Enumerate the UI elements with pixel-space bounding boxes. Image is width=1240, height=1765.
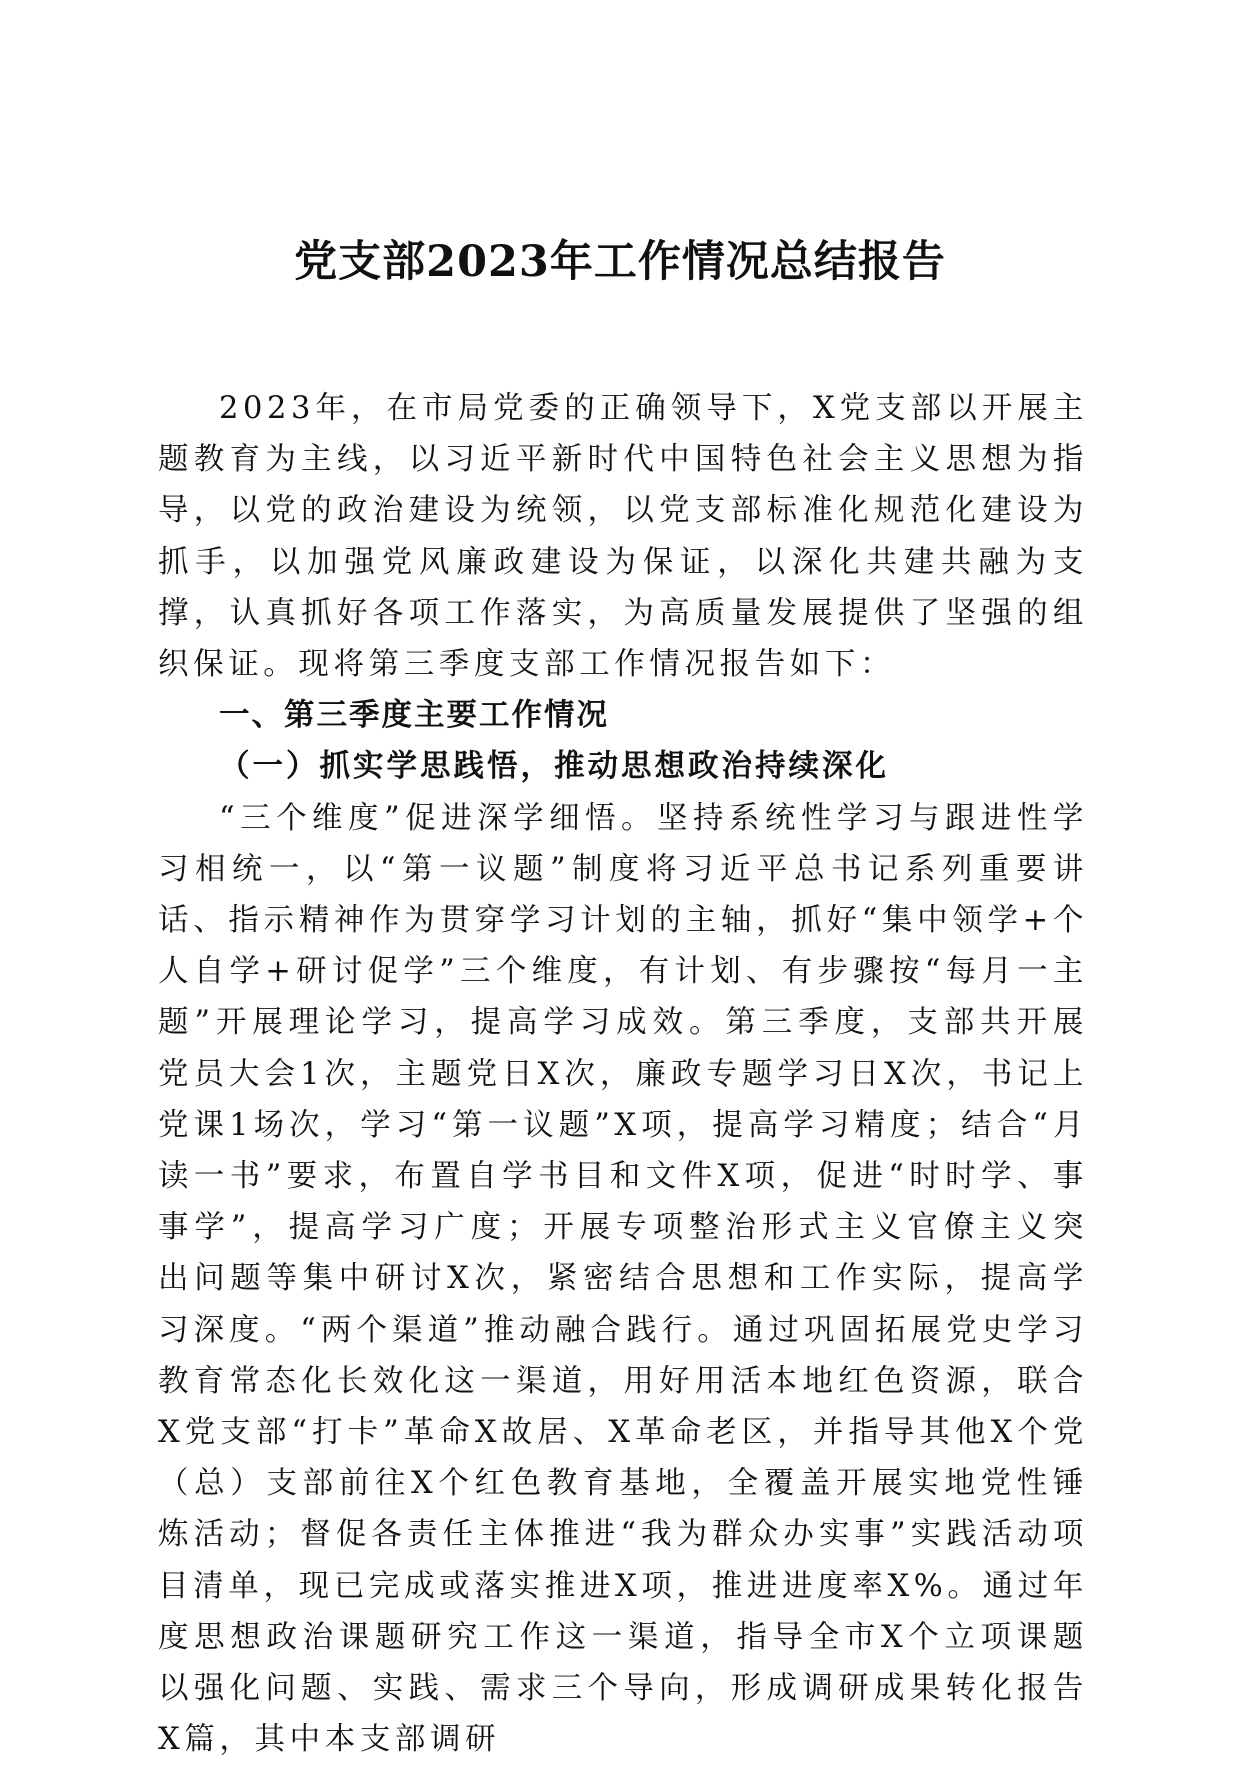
- document-title: 党支部2023年工作情况总结报告: [294, 237, 946, 287]
- document-body: [158, 383, 1088, 1765]
- intro-paragraph: 2023年，在市局党委的正确领导下，X党支部以开展主题教育为主线，以习近平新时代中国特色社会主义思想为指导，以党的政治建设为统领，以党支部标准化规范化建设为抓手，以加强党风廉政建设为保证，以深化共建共融为支撑，认真抓好各项工作落实，为高质量发展提供了坚强的组织保证。现将第三季度支部工作情况报告如下：: [158, 391, 1088, 683]
- body-paragraph: “三个维度”促进深学细悟。坚持系统性学习与跟进性学习相统一，以“第一议题”制度将习近平总书记系列重要讲话、指示精神作为贯穿学习计划的主轴，抓好“集中领学+个人自学+研讨促学”三个维度，有计划、有步骤按“每月一主题”开展理论学习，提高学习成效。第三季度，支部共开展党员大会1次，主题党日X次，廉政专题学习日X次，书记上党课1场次，学习“第一议题”X项，提高学习精度；结合“月读一书”要求，布置自学书目和文件X项，促进“时时学、事事学”，提高学习广度；开展专项整治形式主义官僚主义突出问题等集中研讨X次，紧密结合思想和工作实际，提高学习深度。“两个渠道”推动融合践行。通过巩固拓展党史学习教育常态化长效化这一渠道，用好用活本地红色资源，联合X党支部“打卡”革命X故居、X革命老区，并指导其他X个党（总）支部前往X个红色教育基地，全覆盖开展实地党性锤炼活动；督促各责任主体推进“我为群众办实事”实践活动项目清单，现已完成或落实推进X项，推进进度率X%。通过年度思想政治课题研究工作这一渠道，指导全市X个立项课题以强化问题、实践、需求三个导向，形成调研成果转化报告X篇，其中本支部调研: [158, 800, 1088, 1758]
- subsection-heading: （一）抓实学思践悟，推动思想政治持续深化: [219, 748, 889, 785]
- section-heading: 一、第三季度主要工作情况: [219, 698, 609, 734]
